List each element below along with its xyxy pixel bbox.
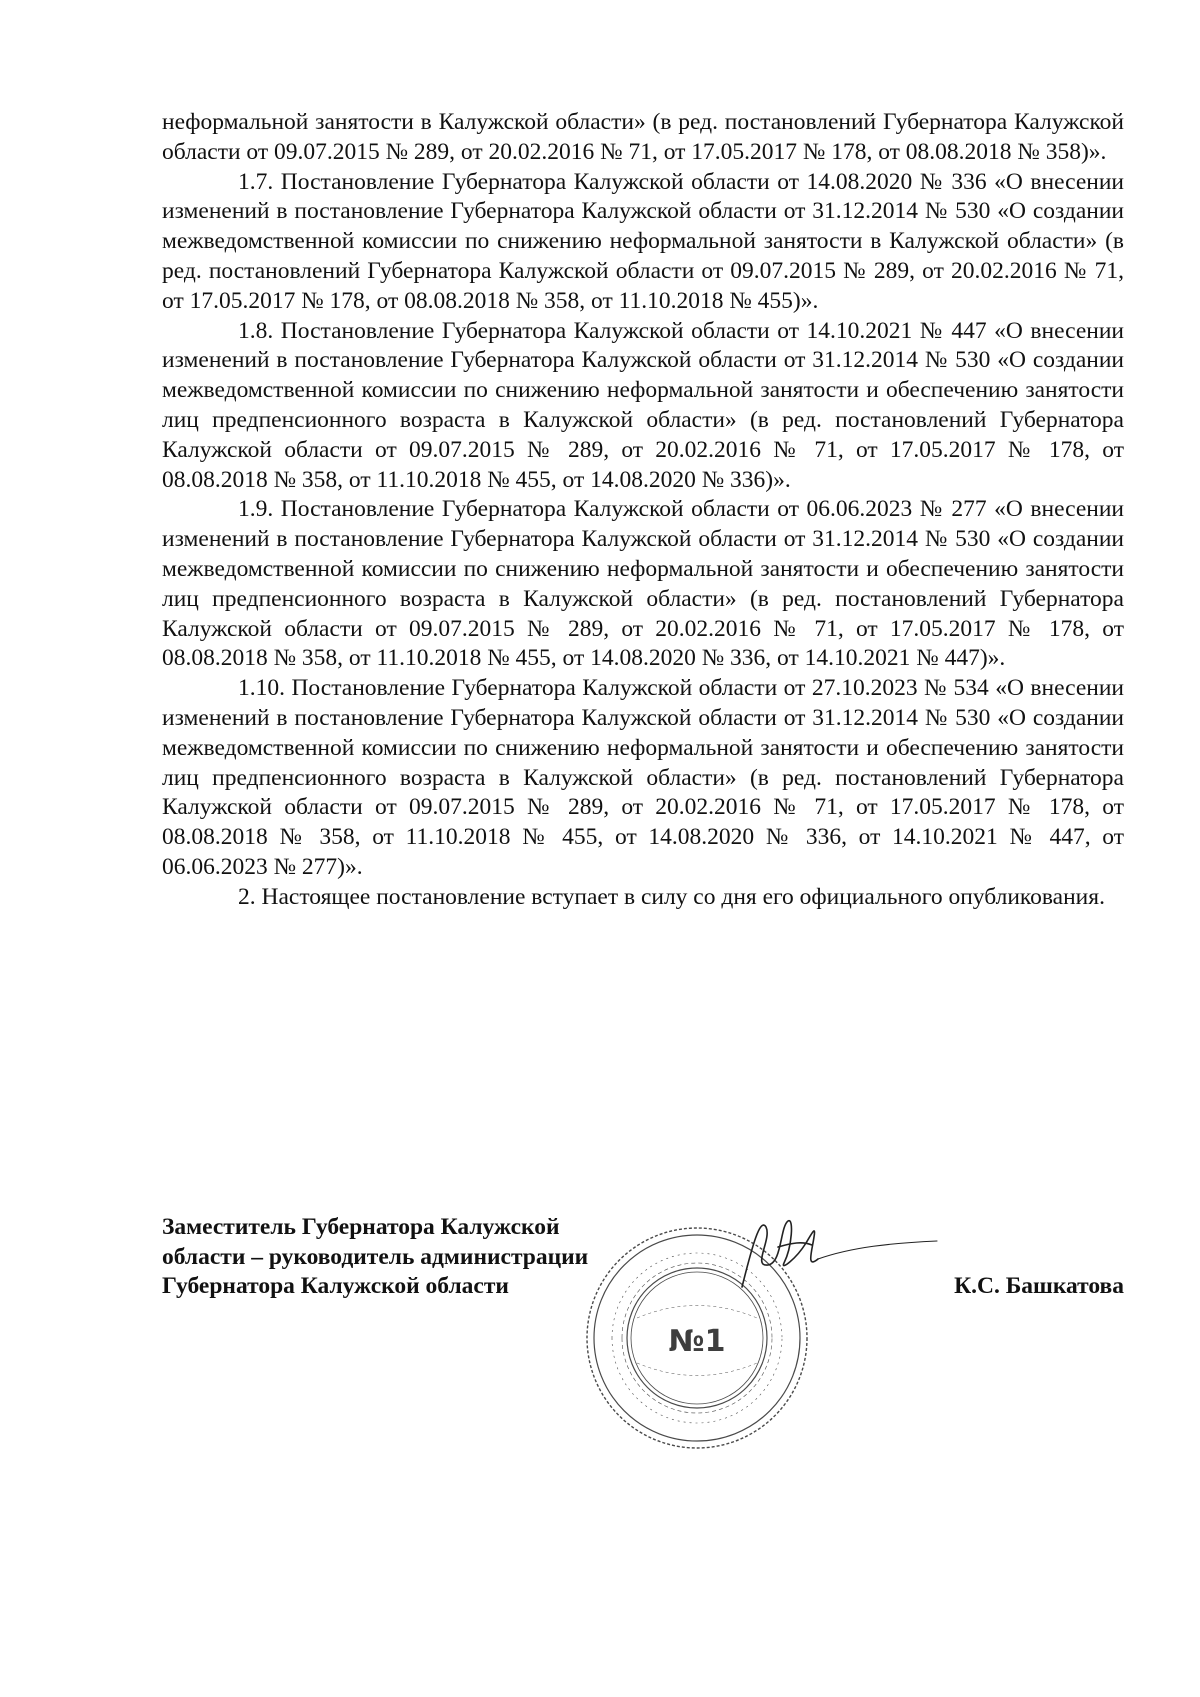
signatory-title-line-1: Заместитель Губернатора Калужской	[162, 1214, 560, 1240]
paragraph-item-1-8: 1.8. Постановление Губернатора Калужской области от 14.10.2021 № 447 «О внесении изменений в постановление Губернатора Калужской области от 31.12.2014 № 530 «О создании межведомственной комиссии по снижению неформальной занятости и обеспечению занятости лиц предпенсионного возраста в Калужской области» (в ред. постановлений Губернатора Калужской области от 09.07.2015 № 289, от 20.02.2016 № 71, от 17.05.2017 № 178, от 08.08.2018 № 358, от 11.10.2018 № 455, от 14.08.2020 № 336)».	[162, 317, 1124, 493]
paragraph-item-1-9: 1.9. Постановление Губернатора Калужской области от 06.06.2023 № 277 «О внесении изменений в постановление Губернатора Калужской области от 31.12.2014 № 530 «О создании межведомственной комиссии по снижению неформальной занятости и обеспечению занятости лиц предпенсионного возраста в Калужской области» (в ред. постановлений Губернатора Калужской области от 09.07.2015 № 289, от 20.02.2016 № 71, от 17.05.2017 № 178, от 08.08.2018 № 358, от 11.10.2018 № 455, от 14.08.2020 № 336, от 14.10.2021 № 447)».	[162, 496, 1124, 672]
signature-block	[162, 1213, 1124, 1533]
signatory-title-line-2: области – руководитель администрации	[162, 1243, 589, 1270]
handwritten-signature-icon	[722, 1207, 942, 1297]
signatory-title-line-3: Губернатора Калужской области	[162, 1273, 509, 1299]
signatory-name: К.С. Башкатова	[954, 1273, 1124, 1299]
seal-number: №1	[668, 1324, 726, 1359]
paragraph-continuation: неформальной занятости в Калужской области» (в ред. постановлений Губернатора Калужской области от 09.07.2015 № 289, от 20.02.2016 № 71, от 17.05.2017 № 178, от 08.08.2018 № 358)».	[162, 109, 1124, 165]
paragraph-item-1-10: 1.10. Постановление Губернатора Калужской области от 27.10.2023 № 534 «О внесении изменений в постановление Губернатора Калужской области от 31.12.2014 № 530 «О создании межведомственной комиссии по снижению неформальной занятости и обеспечению занятости лиц предпенсионного возраста в Калужской области» (в ред. постановлений Губернатора Калужской области от 09.07.2015 № 289, от 20.02.2016 № 71, от 17.05.2017 № 178, от 08.08.2018 № 358, от 11.10.2018 № 455, от 14.08.2020 № 336, от 14.10.2021 № 447, от 06.06.2023 № 277)».	[162, 675, 1124, 880]
paragraph-item-2: 2. Настоящее постановление вступает в силу со дня его официального опубликования.	[238, 883, 1105, 910]
paragraph-item-1-7: 1.7. Постановление Губернатора Калужской области от 14.08.2020 № 336 «О внесении изменений в постановление Губернатора Калужской области от 31.12.2014 № 530 «О создании межведомственной комиссии по снижению неформальной занятости в Калужской области» (в ред. постановлений Губернатора Калужской области от 09.07.2015 № 289, от 20.02.2016 № 71, от 17.05.2017 № 178, от 08.08.2018 № 358, от 11.10.2018 № 455)».	[162, 168, 1124, 314]
document-body	[162, 108, 1124, 913]
